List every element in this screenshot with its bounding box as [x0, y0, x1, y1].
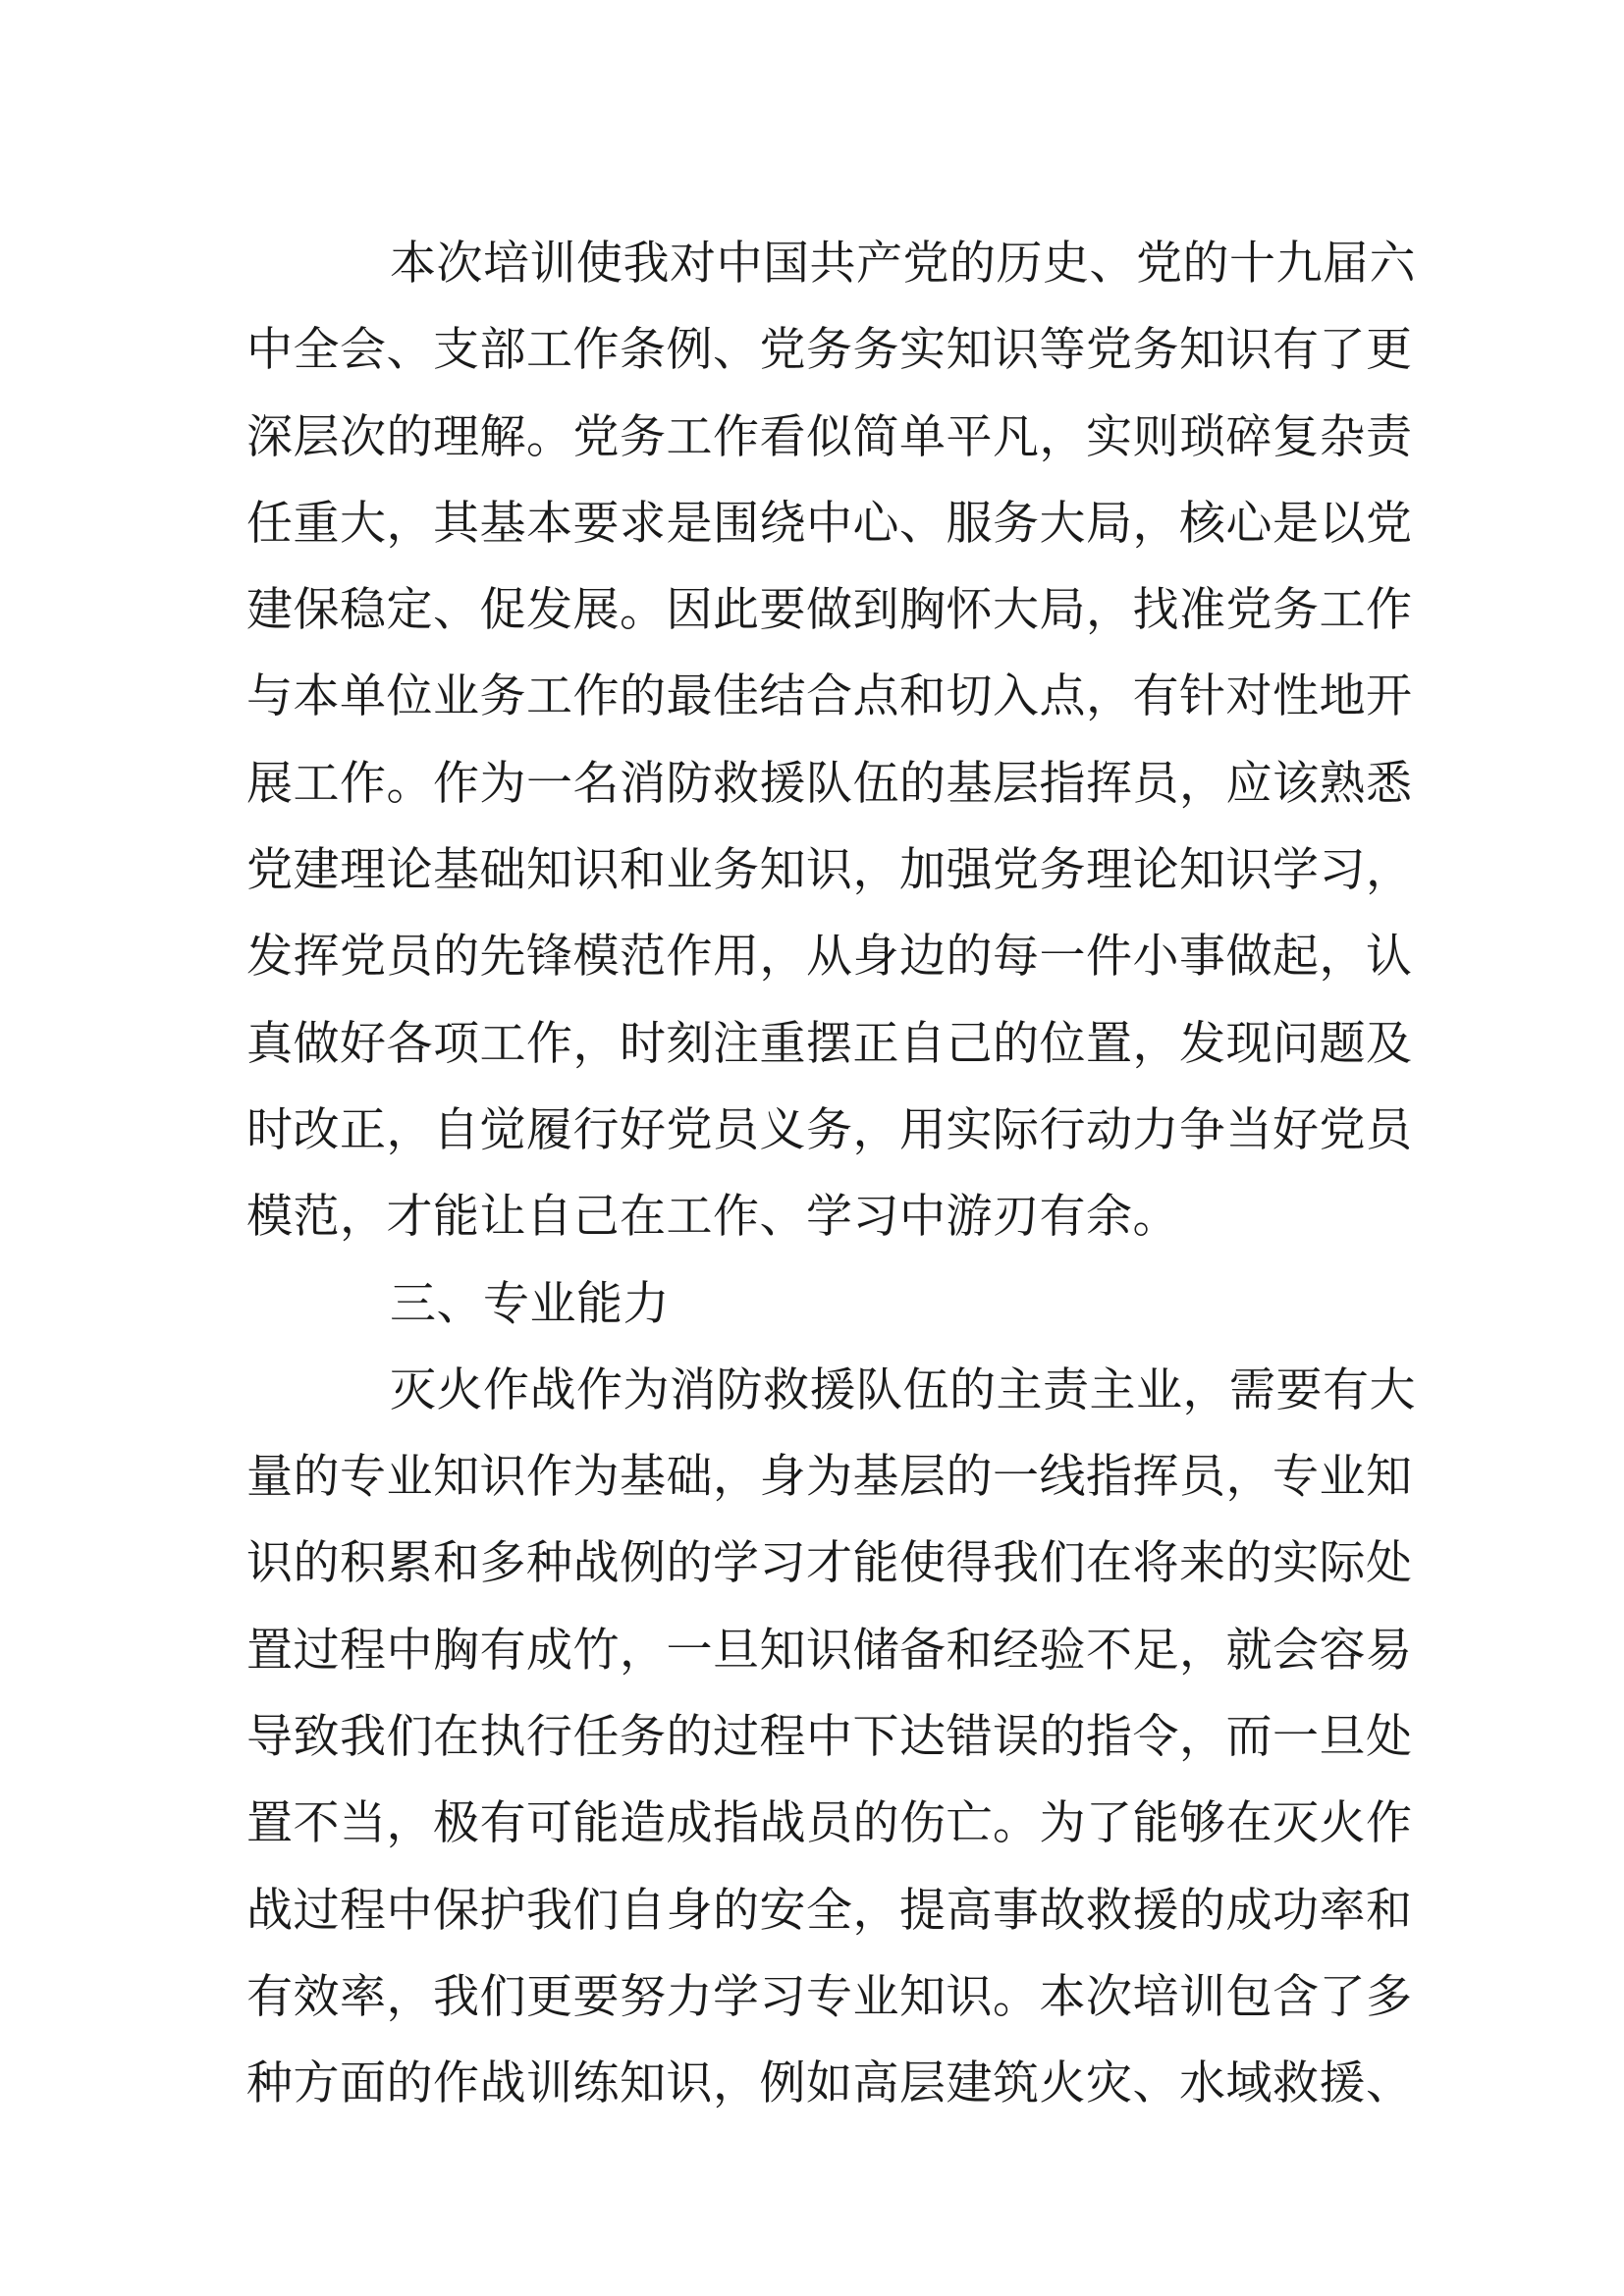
- body-text: [246, 221, 1416, 2128]
- text-line: 模范，才能让自己在工作、学习中游刃有余。: [246, 1190, 1179, 1245]
- text-line: 党建理论基础知识和业务知识，加强党务理论知识学习，: [246, 843, 1413, 898]
- text-line: 深层次的理解。党务工作看似简单平凡，实则琐碎复杂责: [246, 409, 1413, 464]
- text-line: 有效率，我们更要努力学习专业知识。本次培训包含了多: [246, 1969, 1413, 2024]
- text-line: 真做好各项工作，时刻注重摆正自己的位置，发现问题及: [246, 1016, 1413, 1071]
- text-line: 灭火作战作为消防救援队伍的主责主业，需要有大: [390, 1362, 1416, 1417]
- text-line: 置不当，极有可能造成指战员的伤亡。为了能够在灭火作: [246, 1796, 1413, 1851]
- text-line: 任重大，其基本要求是围绕中心、服务大局，核心是以党: [246, 496, 1413, 551]
- text-line: 识的积累和多种战例的学习才能使得我们在将来的实际处: [246, 1536, 1413, 1591]
- text-line: 中全会、支部工作条例、党务务实知识等党务知识有了更: [246, 323, 1413, 378]
- text-line: 种方面的作战训练知识，例如高层建筑火灾、水域救援、: [246, 2056, 1413, 2111]
- text-line: 量的专业知识作为基础，身为基层的一线指挥员，专业知: [246, 1450, 1413, 1505]
- text-line: 发挥党员的先锋模范作用，从身边的每一件小事做起，认: [246, 930, 1413, 985]
- text-line: 与本单位业务工作的最佳结合点和切入点，有针对性地开: [246, 669, 1413, 724]
- text-line: 建保稳定、促发展。因此要做到胸怀大局，找准党务工作: [246, 583, 1413, 638]
- paragraph-party-work: [246, 221, 1416, 1261]
- text-line: 展工作。作为一名消防救援队伍的基层指挥员，应该熟悉: [246, 756, 1413, 811]
- text-line: 战过程中保护我们自身的安全，提高事故救援的成功率和: [246, 1883, 1413, 1938]
- paragraph-professional-ability: [246, 1348, 1416, 2128]
- section-heading: 三、专业能力: [390, 1276, 670, 1331]
- text-line: 本次培训使我对中国共产党的历史、党的十九届六: [390, 237, 1416, 291]
- text-line: 导致我们在执行任务的过程中下达错误的指令，而一旦处: [246, 1710, 1413, 1765]
- text-line: 时改正，自觉履行好党员义务，用实际行动力争当好党员: [246, 1102, 1413, 1157]
- text-line: 置过程中胸有成竹，一旦知识储备和经验不足，就会容易: [246, 1623, 1413, 1678]
